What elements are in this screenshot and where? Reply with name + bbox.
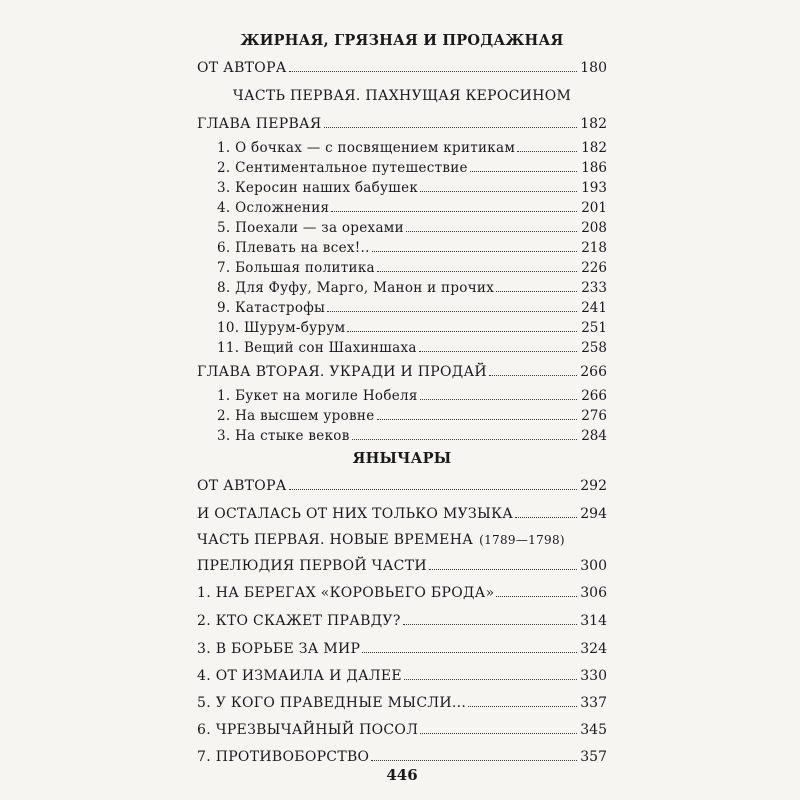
dot-leader xyxy=(470,171,577,172)
entry-title: 1. НА БЕРЕГАХ «КОРОВЬЕГО БРОДА» xyxy=(197,585,495,601)
entry-title: 8. Для Фуфу, Марго, Манон и прочих xyxy=(217,280,495,296)
toc-page xyxy=(197,0,607,800)
toc-entry xyxy=(217,296,607,316)
entry-title: И ОСТАЛАСЬ ОТ НИХ ТОЛЬКО МУЗЫКА xyxy=(197,506,514,522)
toc-entry xyxy=(197,56,607,76)
entry-page: 292 xyxy=(580,478,607,494)
entry-page: 201 xyxy=(581,200,607,216)
dot-leader xyxy=(496,596,577,597)
dot-leader xyxy=(489,375,577,376)
toc-entry xyxy=(197,664,607,684)
dot-leader xyxy=(404,679,577,680)
toc-entry xyxy=(197,360,607,380)
book-title: ЯНЫЧАРЫ xyxy=(352,450,452,467)
entry-page: 182 xyxy=(581,140,607,156)
toc-entry xyxy=(217,136,607,156)
entry-page: 294 xyxy=(580,506,607,522)
dot-leader xyxy=(352,439,577,440)
entry-page: 266 xyxy=(580,364,607,380)
entry-page: 276 xyxy=(581,408,607,424)
entry-page: 226 xyxy=(581,260,607,276)
entry-title: 2. Сентиментальное путешествие xyxy=(217,160,468,176)
entry-title: 4. Осложнения xyxy=(217,200,330,216)
toc-entry xyxy=(217,404,607,424)
entry-page: 208 xyxy=(581,220,607,236)
toc-entry xyxy=(197,718,607,738)
toc-entry xyxy=(217,316,607,336)
toc-entry xyxy=(197,112,607,132)
toc-entry xyxy=(197,474,607,494)
entry-page: 345 xyxy=(580,722,607,738)
toc-entry xyxy=(197,581,607,601)
dot-leader xyxy=(419,351,577,352)
dot-leader xyxy=(347,331,577,332)
toc-entry xyxy=(217,216,607,236)
entry-title: ОТ АВТОРА xyxy=(197,478,287,494)
entry-page: 324 xyxy=(580,641,607,657)
dot-leader xyxy=(362,652,577,653)
dot-leader xyxy=(420,733,577,734)
dot-leader xyxy=(517,151,577,152)
toc-entry xyxy=(197,554,607,574)
entry-title: 1. Букет на могиле Нобеля xyxy=(217,388,418,404)
entry-page: 182 xyxy=(580,116,607,132)
part-title xyxy=(197,528,607,548)
dot-leader xyxy=(377,271,577,272)
part-years: (1789—1798) xyxy=(479,533,565,547)
entry-title: 1. О бочках — с посвящением критикам xyxy=(217,140,516,156)
part-title: ЧАСТЬ ПЕРВАЯ. ПАХНУЩАЯ КЕРОСИНОМ xyxy=(232,88,572,104)
entry-page: 258 xyxy=(581,340,607,356)
entry-page: 193 xyxy=(581,180,607,196)
entry-page: 300 xyxy=(580,558,607,574)
entry-title: 3. На стыке веков xyxy=(217,428,350,444)
dot-leader xyxy=(515,517,577,518)
toc-entry xyxy=(217,196,607,216)
entry-title: 11. Вещий сон Шахиншаха xyxy=(217,340,417,356)
toc-entry xyxy=(217,424,607,444)
dot-leader xyxy=(420,191,577,192)
entry-page: 314 xyxy=(580,613,607,629)
dot-leader xyxy=(327,311,577,312)
entry-title: 7. Большая политика xyxy=(217,260,375,276)
entry-page: 284 xyxy=(581,428,607,444)
entry-page: 186 xyxy=(581,160,607,176)
page-number: 446 xyxy=(386,766,418,784)
part-title-text: ЧАСТЬ ПЕРВАЯ. НОВЫЕ ВРЕМЕНА xyxy=(197,532,474,548)
toc-entry xyxy=(197,609,607,629)
toc-entry xyxy=(217,256,607,276)
entry-title: 2. КТО СКАЖЕТ ПРАВДУ? xyxy=(197,613,401,629)
dot-leader xyxy=(371,760,577,761)
dot-leader xyxy=(403,624,577,625)
entry-title: ГЛАВА ВТОРАЯ. УКРАДИ И ПРОДАЙ xyxy=(197,364,487,380)
book-title: ЖИРНАЯ, ГРЯЗНАЯ И ПРОДАЖНАЯ xyxy=(240,32,564,49)
dot-leader xyxy=(377,419,577,420)
toc-entry xyxy=(197,502,607,522)
toc-entry xyxy=(217,336,607,356)
entry-page: 241 xyxy=(581,300,607,316)
toc-entry xyxy=(197,691,607,711)
entry-title: ПРЕЛЮДИЯ ПЕРВОЙ ЧАСТИ xyxy=(197,558,427,574)
entry-page: 337 xyxy=(580,695,607,711)
entry-page: 180 xyxy=(580,60,607,76)
entry-title: ГЛАВА ПЕРВАЯ xyxy=(197,116,322,132)
entry-title: 4. ОТ ИЗМАИЛА И ДАЛЕЕ xyxy=(197,668,402,684)
toc-entry xyxy=(217,156,607,176)
entry-title: 10. Шурум-бурум xyxy=(217,320,346,336)
entry-title: 5. Поехали — за орехами xyxy=(217,220,404,236)
toc-entry xyxy=(217,236,607,256)
dot-leader xyxy=(372,251,577,252)
entry-page: 266 xyxy=(581,388,607,404)
dot-leader xyxy=(429,569,577,570)
toc-entry xyxy=(217,176,607,196)
entry-title: 7. ПРОТИВОБОРСТВО xyxy=(197,749,370,765)
dot-leader xyxy=(406,231,577,232)
entry-title: ОТ АВТОРА xyxy=(197,60,287,76)
dot-leader xyxy=(289,489,577,490)
entry-page: 233 xyxy=(581,280,607,296)
dot-leader xyxy=(496,291,577,292)
entry-title: 6. Плевать на всех!.. xyxy=(217,240,370,256)
entry-title: 6. ЧРЕЗВЫЧАЙНЫЙ ПОСОЛ xyxy=(197,722,419,738)
toc-entry xyxy=(217,276,607,296)
entry-page: 218 xyxy=(581,240,607,256)
dot-leader xyxy=(468,706,577,707)
dot-leader xyxy=(289,71,577,72)
toc-entry xyxy=(197,745,607,765)
dot-leader xyxy=(331,211,577,212)
entry-page: 330 xyxy=(580,668,607,684)
entry-title: 3. Керосин наших бабушек xyxy=(217,180,419,196)
dot-leader xyxy=(324,127,577,128)
entry-page: 251 xyxy=(581,320,607,336)
entry-title: 3. В БОРЬБЕ ЗА МИР xyxy=(197,641,361,657)
entry-page: 306 xyxy=(580,585,607,601)
toc-entry xyxy=(217,384,607,404)
toc-entry xyxy=(197,637,607,657)
entry-page: 357 xyxy=(580,749,607,765)
entry-title: 5. У КОГО ПРАВЕДНЫЕ МЫСЛИ... xyxy=(197,695,467,711)
entry-title: 2. На высшем уровне xyxy=(217,408,375,424)
dot-leader xyxy=(420,399,577,400)
entry-title: 9. Катастрофы xyxy=(217,300,326,316)
